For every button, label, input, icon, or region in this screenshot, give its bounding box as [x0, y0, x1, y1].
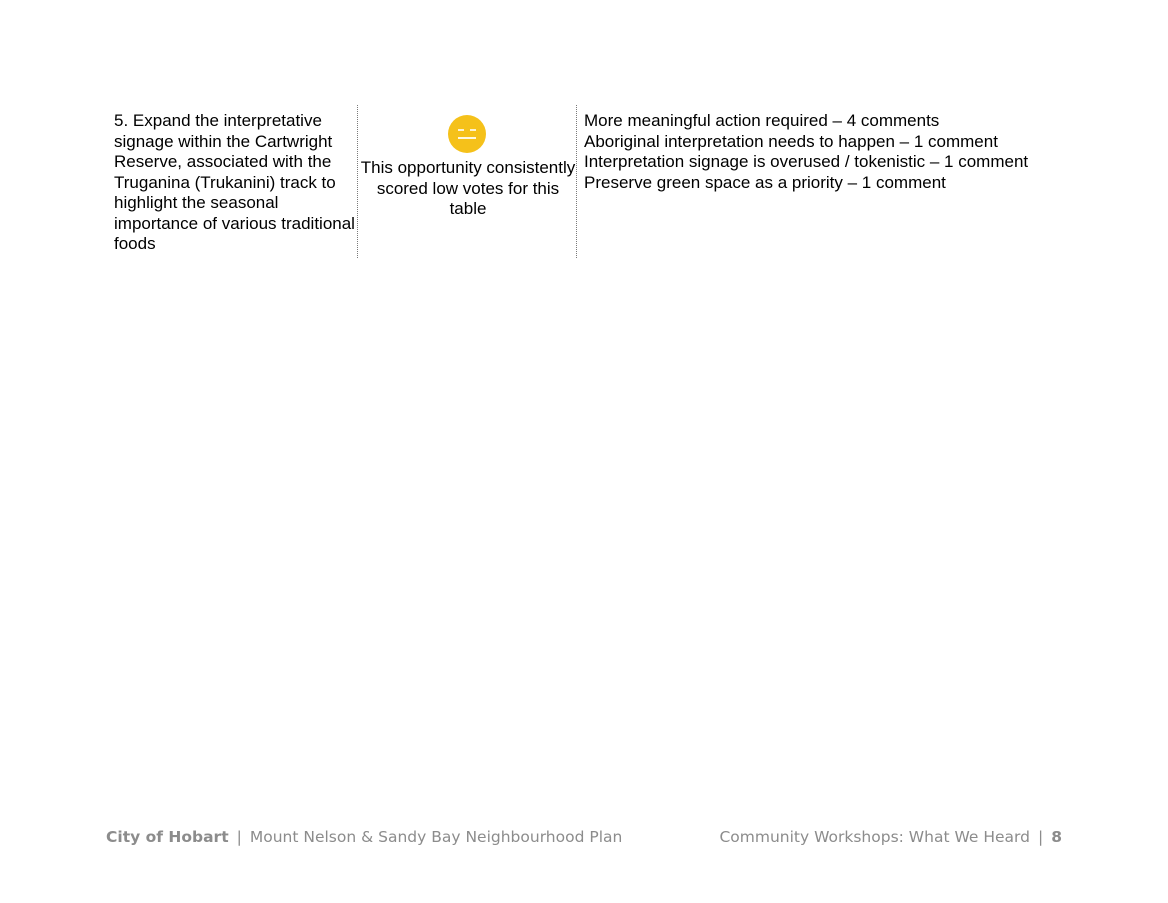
footer-organisation: City of Hobart: [106, 828, 229, 846]
comments-cell: [576, 105, 1066, 258]
footer-separator: |: [1037, 828, 1044, 846]
footer-plan-title: Mount Nelson & Sandy Bay Neighbourhood Plan: [249, 828, 623, 846]
footer-right: [719, 828, 1062, 846]
score-text: This opportunity consistently scored low votes for this table: [360, 158, 576, 218]
opportunity-text: 5. Expand the interpretative signage within the Cartwright Reserve, associated with the Truganina (Trukanini) track to highlight the seasonal importance of various traditional foods: [114, 111, 355, 253]
comment-line: More meaningful action required – 4 comments: [584, 111, 940, 130]
footer-left: [106, 828, 622, 846]
comment-line: Aboriginal interpretation needs to happen – 1 comment: [584, 131, 998, 151]
page-number: 8: [1051, 828, 1062, 846]
opportunity-table-row: [106, 105, 1066, 258]
score-cell: [357, 105, 577, 258]
footer-separator: |: [236, 828, 242, 846]
footer-section-title: Community Workshops: What We Heard: [719, 828, 1030, 846]
opportunity-cell: [106, 105, 357, 258]
neutral-face-icon: [448, 115, 486, 153]
neutral-face-graphic: [448, 115, 486, 153]
page-footer: [106, 828, 1062, 850]
comment-line: Preserve green space as a priority – 1 comment: [584, 172, 946, 192]
comment-line: Interpretation signage is overused / tokenistic – 1 comment: [584, 152, 1029, 171]
